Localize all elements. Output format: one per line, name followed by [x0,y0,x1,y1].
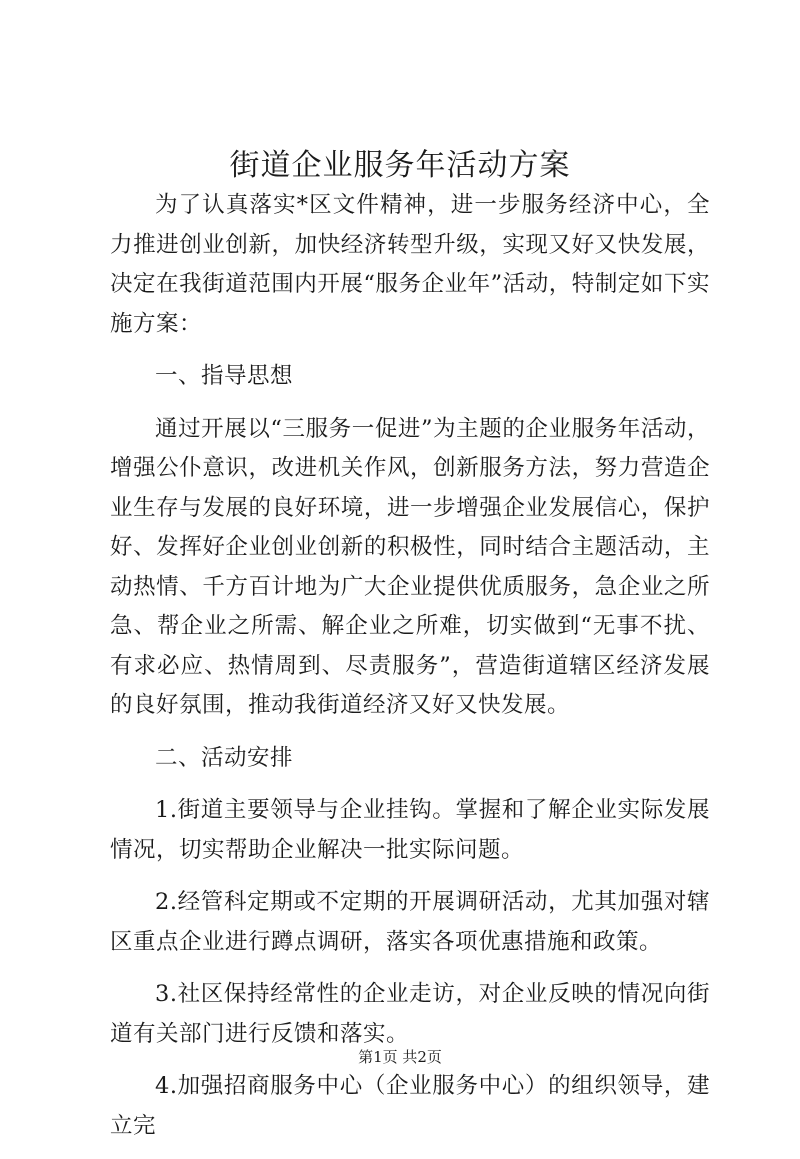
guiding-thought-paragraph: 通过开展以“三服务一促进”为主题的企业服务年活动，增强公仆意识，改进机关作风，创新服务方法，努力营造企业生存与发展的良好环境，进一步增强企业发展信心，保护好、发挥好企业创业创新的积极性，同时结合主题活动，主动热情、千方百计地为广大企业提供优质服务，急企业之所急、帮企业之所需、解企业之所难，切实做到“无事不扰、有求必应、热情周到、尽责服务”，营造街道辖区经济发展的良好氛围，推动我街道经济又好又快发展。 [110,415,710,718]
section-heading-activity-arrangement: 二、活动安排 [155,744,294,771]
intro-paragraph: 为了认真落实*区文件精神，进一步服务经济中心，全力推进创业创新，加快经济转型升级，实现又好又快发展，决定在我街道范围内开展“服务企业年”活动，特制定如下实施方案： [110,192,710,337]
page-number-footer: 第1页 共2页 [358,1048,442,1066]
document-body [110,186,710,1159]
arrangement-item-1: 1.街道主要领导与企业挂钩。掌握和了解企业实际发展情况，切实帮助企业解决一批实际问题。 [110,797,710,863]
document-title: 街道企业服务年活动方案 [229,148,571,183]
section-heading-guiding-thought: 一、指导思想 [155,363,294,389]
arrangement-item-2: 2.经管科定期或不定期的开展调研活动，尤其加强对辖区重点企业进行蹲点调研，落实各项优惠措施和政策。 [110,889,710,955]
arrangement-item-4: 4.加强招商服务中心（企业服务中心）的组织领导，建立完 [110,1073,710,1139]
arrangement-item-3: 3.社区保持经常性的企业走访，对企业反映的情况向街道有关部门进行反馈和落实。 [110,981,710,1047]
